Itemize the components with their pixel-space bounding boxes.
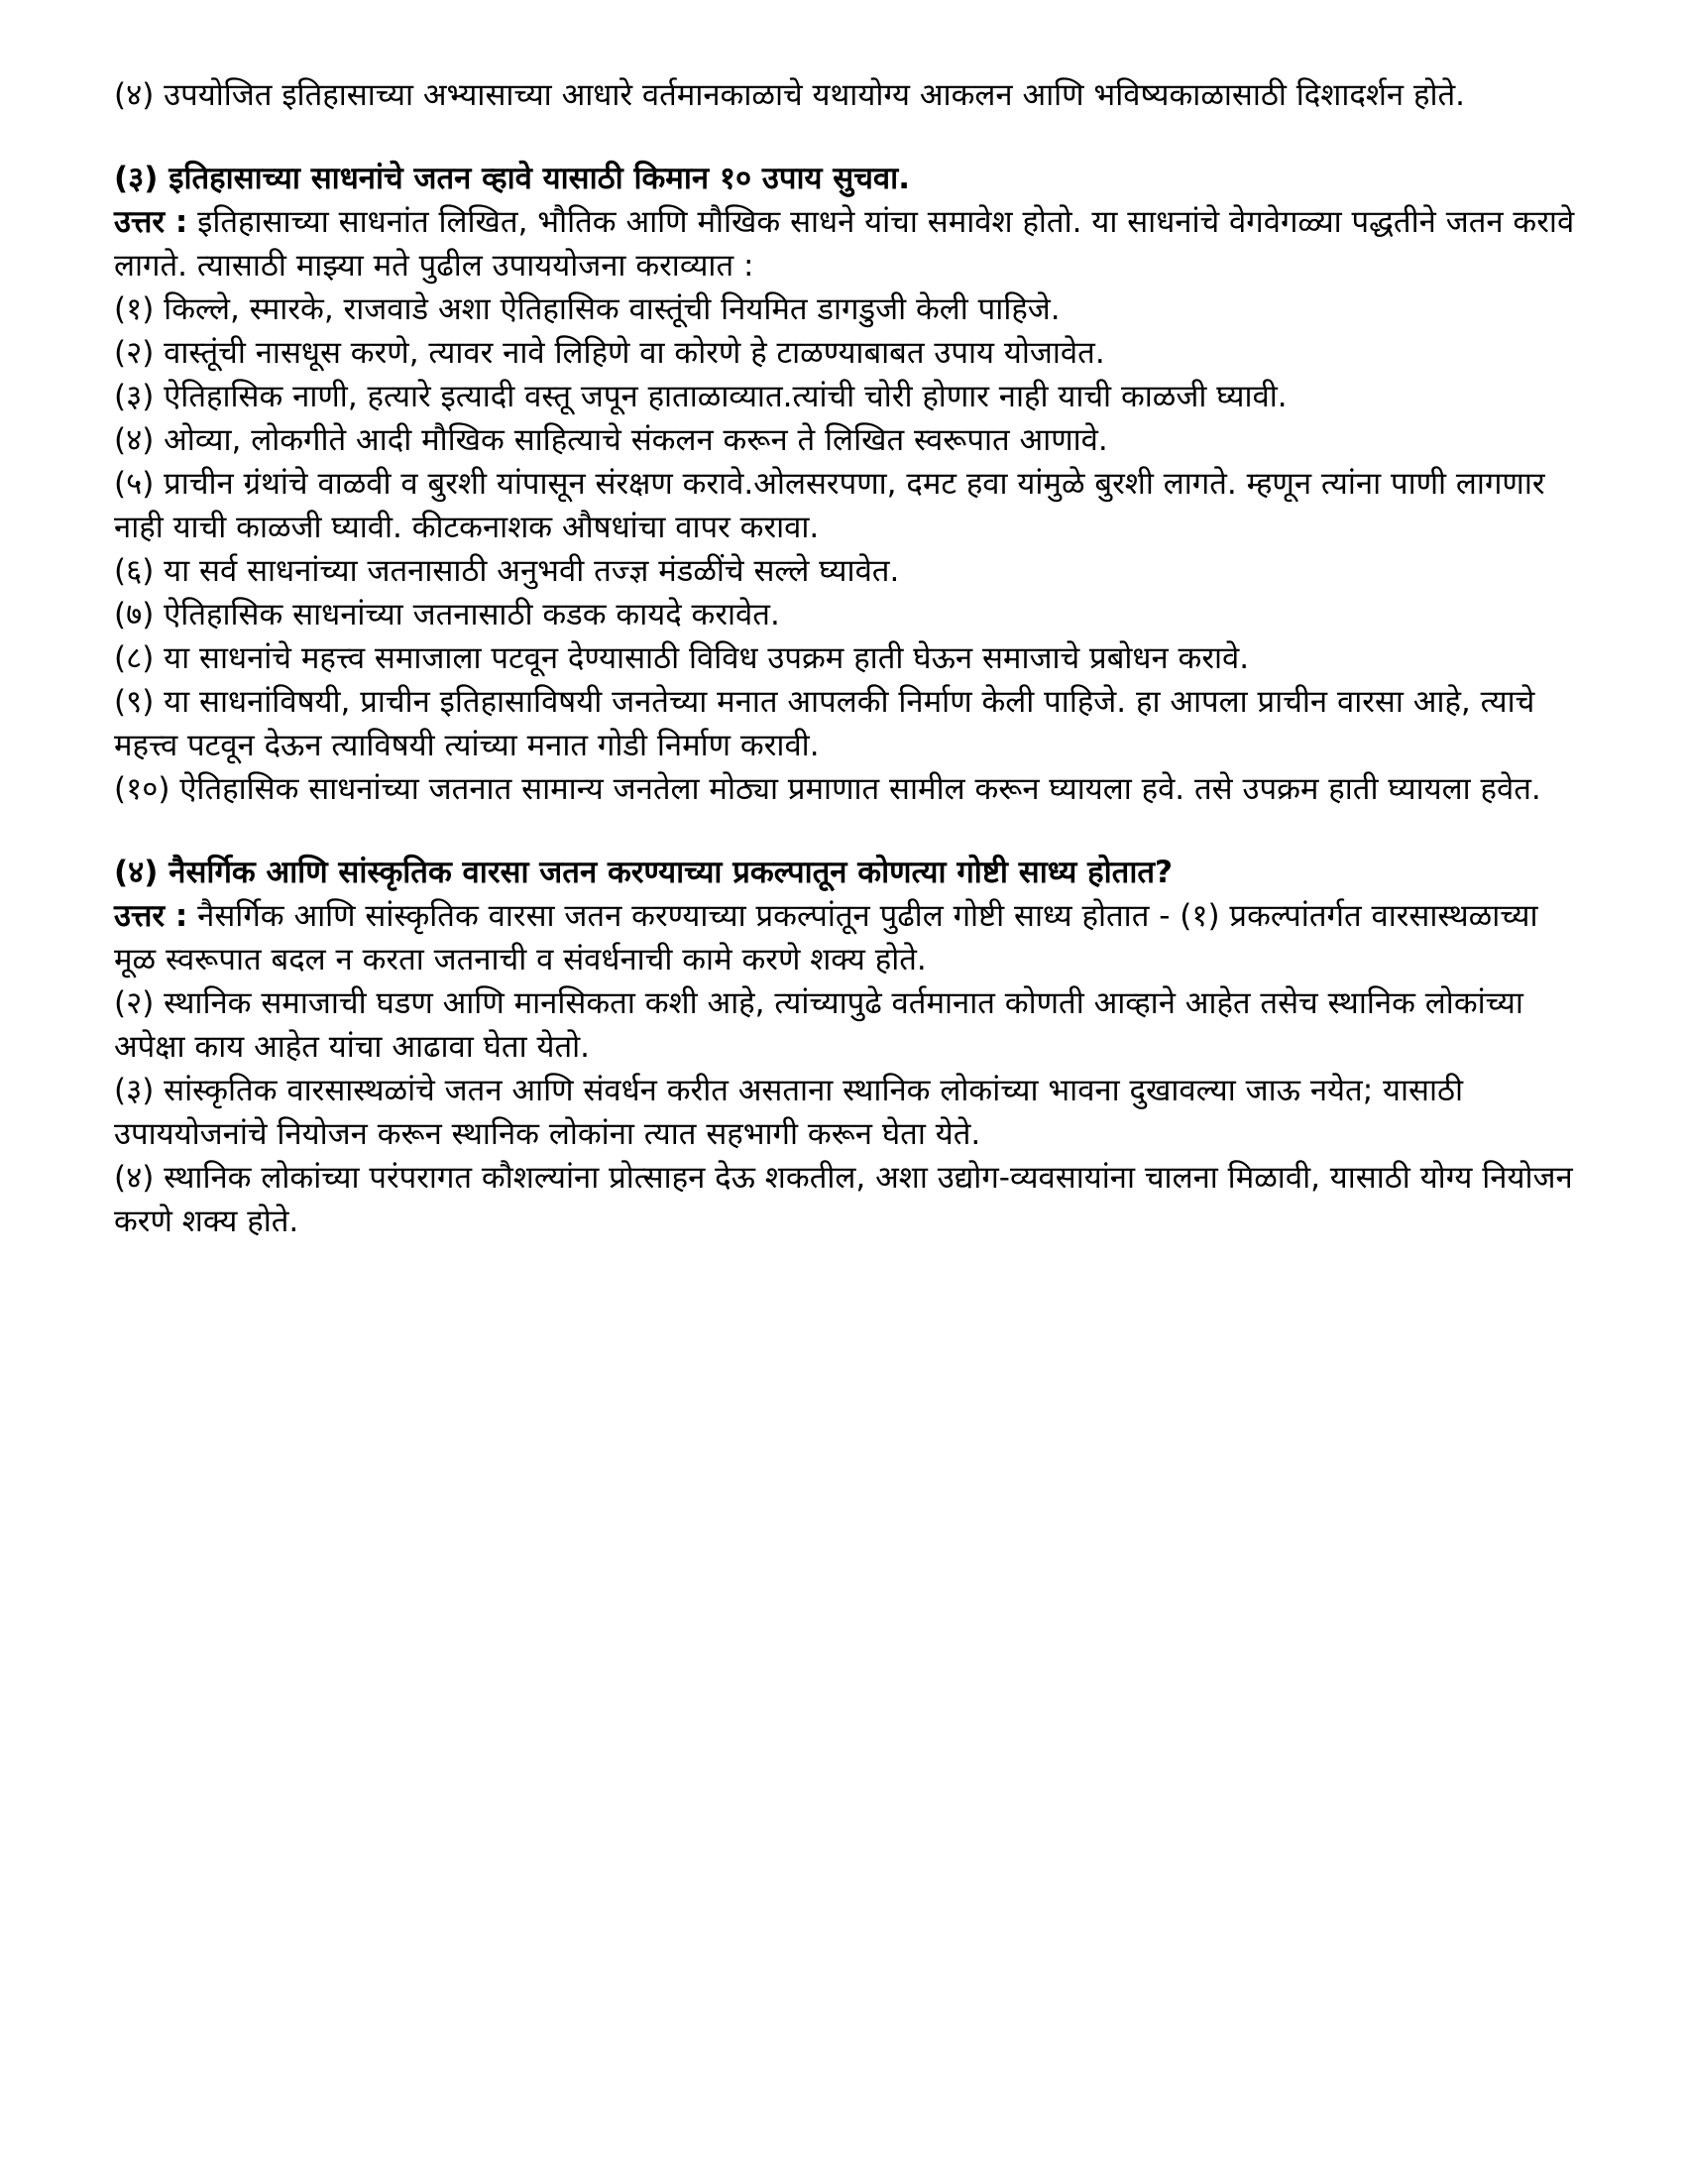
section-3-point-7: (७) ऐतिहासिक साधनांच्या जतनासाठी कडक कायदे करावेत. <box>114 597 780 632</box>
answer-intro-text: इतिहासाच्या साधनांत लिखित, भौतिक आणि मौखिक साधने यांचा समावेश होतो. या साधनांचे वेगवेगळ्या पद्धतीने जतन करावे लागते. त्यासाठी माझ्या मते पुढील उपाययोजना कराव्यात : <box>114 204 1575 284</box>
section-4-answer-intro <box>114 894 1581 981</box>
section-2-point-4: (४) उपयोजित इतिहासाच्या अभ्यासाच्या आधारे वर्तमानकाळाचे यथायोग्य आकलन आणि भविष्यकाळासाठी दिशादर्शन होते. <box>114 77 1465 113</box>
section-4-question: (४) नैसर्गिक आणि सांस्कृतिक वारसा जतन करण्याच्या प्रकल्पातून कोणत्या गोष्टी साध्य होतात? <box>114 855 1174 890</box>
section-3-point-6: (६) या सर्व साधनांच्या जतनासाठी अनुभवी तज्ज्ञ मंडळींचे सल्ले घ्यावेत. <box>114 553 900 589</box>
section-3-point-4: (४) ओव्या, लोकगीते आदी मौखिक साहित्याचे संकलन करून ते लिखित स्वरूपात आणावे. <box>114 422 1108 458</box>
answer-label: उत्तर : <box>114 898 188 934</box>
section-3-point-5: (५) प्राचीन ग्रंथांचे वाळवी व बुरशी यांपासून संरक्षण करावे.ओलसरपणा, दमट हवा यांमुळे बुरशी लागते. म्हणून त्यांना पाणी लागणार नाही याची काळजी घ्यावी. कीटकनाशक औषधांचा वापर करावा. <box>114 466 1545 545</box>
document-page <box>114 73 1581 1243</box>
section-4-point-4: (४) स्थानिक लोकांच्या परंपरागत कौशल्यांना प्रोत्साहन देऊ शकतील, अशा उद्योग-व्यवसायांना चालना मिळावी, यासाठी योग्य नियोजन करणे शक्य होते. <box>114 1160 1573 1239</box>
section-gap <box>114 811 1581 851</box>
answer-intro-text: नैसर्गिक आणि सांस्कृतिक वारसा जतन करण्याच्या प्रकल्पांतून पुढील गोष्टी साध्य होतात - (१) प्रकल्पांतर्गत वारसास्थळाच्या मूळ स्वरूपात बदल न करता जतनाची व संवर्धनाची कामे करणे शक्य होते. <box>114 898 1538 977</box>
section-3-point-1: (१) किल्ले, स्मारके, राजवाडे अशा ऐतिहासिक वास्तूंची नियमित डागडुजी केली पाहिजे. <box>114 291 1061 327</box>
section-gap <box>114 117 1581 157</box>
section-3-question: (३) इतिहासाच्या साधनांचे जतन व्हावे यासाठी किमान १० उपाय सुचवा. <box>114 161 910 196</box>
section-4-point-3: (३) सांस्कृतिक वारसास्थळांचे जतन आणि संवर्धन करीत असताना स्थानिक लोकांच्या भावना दुखावल्या जाऊ नयेत; यासाठी उपाययोजनांचे नियोजन करून स्थानिक लोकांना त्यात सहभागी करून घेता येते. <box>114 1073 1464 1152</box>
section-3-point-10: (१०) ऐतिहासिक साधनांच्या जतनात सामान्य जनतेला मोठ्या प्रमाणात सामील करून घ्यायला हवे. तसे उपक्रम हाती घ्यायला हवेत. <box>114 771 1541 807</box>
section-3-answer-intro <box>114 200 1581 287</box>
answer-label: उत्तर : <box>114 204 188 240</box>
section-4-point-2: (२) स्थानिक समाजाची घडण आणि मानसिकता कशी आहे, त्यांच्यापुढे वर्तमानात कोणती आव्हाने आहेत तसेच स्थानिक लोकांच्या अपेक्षा काय आहेत यांचा आढावा घेता येतो. <box>114 985 1523 1065</box>
section-3-point-8: (८) या साधनांचे महत्त्व समाजाला पटवून देण्यासाठी विविध उपक्रम हाती घेऊन समाजाचे प्रबोधन करावे. <box>114 640 1250 676</box>
section-3-point-2: (२) वास्तूंची नासधूस करणे, त्यावर नावे लिहिणे वा कोरणे हे टाळण्याबाबत उपाय योजावेत. <box>114 335 1105 371</box>
section-3-point-3: (३) ऐतिहासिक नाणी, हत्यारे इत्यादी वस्तू जपून हाताळाव्यात.त्यांची चोरी होणार नाही याची काळजी घ्यावी. <box>114 379 1288 414</box>
section-3-point-9: (९) या साधनांविषयी, प्राचीन इतिहासाविषयी जनतेच्या मनात आपलकी निर्माण केली पाहिजे. हा आपला प्राचीन वारसा आहे, त्याचे महत्त्व पटवून देऊन त्याविषयी त्यांच्या मनात गोडी निर्माण करावी. <box>114 684 1535 763</box>
